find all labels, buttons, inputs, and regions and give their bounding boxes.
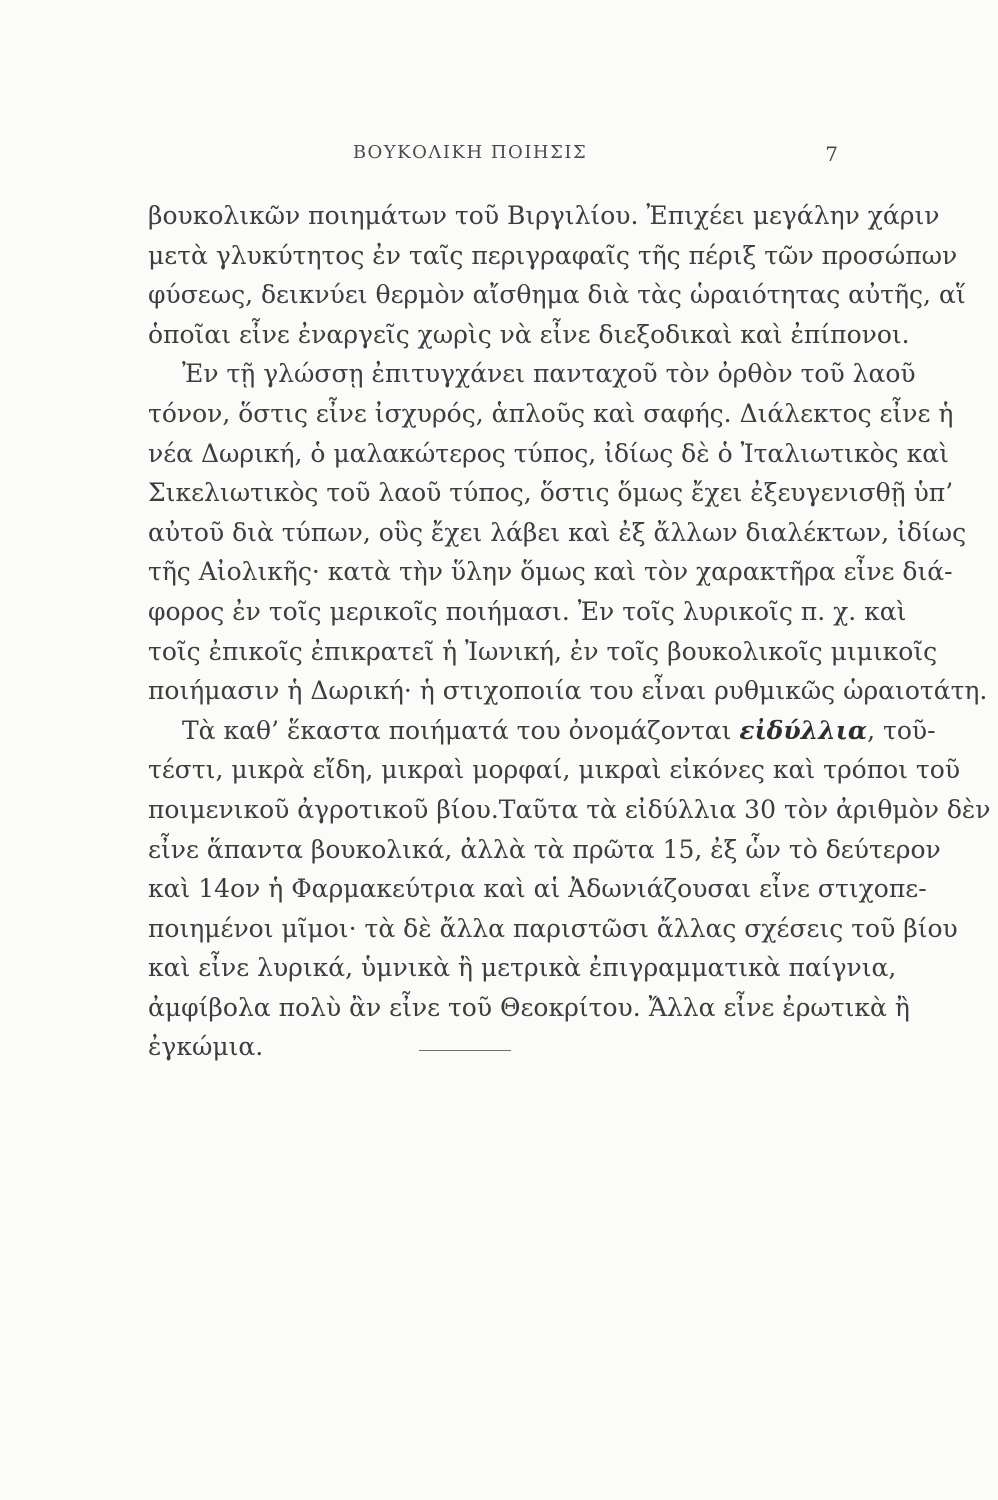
text-run: Τὰ καθ’ ἕκαστα ποιήματά του ὀνομάζονται bbox=[182, 715, 740, 745]
section-divider bbox=[419, 1050, 511, 1051]
text-line: εἶνε ἅπαντα βουκολικά, ἀλλὰ τὰ πρῶτα 15, ἐξ ὧν τὸ δεύτερον bbox=[148, 834, 941, 864]
text-line: αὐτοῦ διὰ τύπων, οὓς ἔχει λάβει καὶ ἐξ ἄλλων διαλέκτων, ἰδίως bbox=[148, 517, 967, 547]
emphasized-term: εἰδύλλια bbox=[739, 715, 868, 745]
text-line: ἀμφίβολα πολὺ ἂν εἶνε τοῦ Θεοκρίτου. Ἄλλα εἶνε ἐρωτικὰ ἢ bbox=[148, 992, 910, 1022]
text-line: νέα Δωρική, ὁ μαλακώτερος τύπος, ἰδίως δὲ ὁ Ἰταλιωτικὸς καὶ bbox=[148, 438, 949, 468]
text-line: ἐγκώμια. bbox=[148, 1032, 264, 1062]
text-line: τόνον, ὅστις εἶνε ἰσχυρός, ἁπλοῦς καὶ σαφής. Διάλεκτος εἶνε ἡ bbox=[148, 398, 954, 428]
text-line: ὁποῖαι εἶνε ἐναργεῖς χωρὶς νὰ εἶνε διεξοδικαὶ καὶ ἐπίπονοι. bbox=[148, 319, 910, 349]
text-line: ποιήμασιν ἡ Δωρική· ἡ στιχοποιία του εἶναι ρυθμικῶς ὡραιοτάτη. bbox=[148, 676, 988, 706]
text-line: ποιημένοι μῖμοι· τὰ δὲ ἄλλα παριστῶσι ἄλλας σχέσεις τοῦ βίου bbox=[148, 913, 958, 943]
running-head-title: ΒΟΥΚΟΛΙΚΗ ΠΟΙΗΣΙΣ bbox=[352, 142, 588, 163]
running-head bbox=[0, 142, 998, 172]
text-line: Ἐν τῇ γλώσσῃ ἐπιτυγχάνει πανταχοῦ τὸν ὀρθὸν τοῦ λαοῦ bbox=[182, 359, 916, 389]
text-line: μετὰ γλυκύτητος ἐν ταῖς περιγραφαῖς τῆς πέριξ τῶν προσώπων bbox=[148, 240, 958, 270]
text-line: φύσεως, δεικνύει θερμὸν αἴσθημα διὰ τὰς ὡραιότητας αὐτῆς, αἵ bbox=[148, 280, 966, 310]
body-text bbox=[148, 196, 991, 1067]
text-line: καὶ εἶνε λυρικά, ὑμνικὰ ἢ μετρικὰ ἐπιγραμματικὰ παίγνια, bbox=[148, 953, 897, 983]
text-line: τῆς Αἰολικῆς· κατὰ τὴν ὕλην ὅμως καὶ τὸν χαρακτῆρα εἶνε διά- bbox=[148, 557, 953, 587]
text-line: ποιμενικοῦ ἀγροτικοῦ βίου.Ταῦτα τὰ εἰδύλλια 30 τὸν ἀριθμὸν δὲν bbox=[148, 794, 991, 824]
text-line: βουκολικῶν ποιημάτων τοῦ Βιργιλίου. Ἐπιχέει μεγάλην χάριν bbox=[148, 201, 940, 230]
text-line: τέστι, μικρὰ εἴδη, μικραὶ μορφαί, μικραὶ εἰκόνες καὶ τρόποι τοῦ bbox=[148, 755, 961, 785]
text-run: , τοῦ- bbox=[867, 715, 936, 745]
text-line: καὶ 14ον ἡ Φαρμακεύτρια καὶ αἱ Ἀδωνιάζουσαι εἶνε στιχοπε- bbox=[148, 874, 927, 904]
paragraph-3 bbox=[148, 711, 991, 1067]
text-line bbox=[148, 711, 936, 751]
page-number: 7 bbox=[825, 142, 838, 166]
text-line: φορος ἐν τοῖς μερικοῖς ποιήμασι. Ἐν τοῖς λυρικοῖς π. χ. καὶ bbox=[148, 596, 907, 626]
text-line: τοῖς ἐπικοῖς ἐπικρατεῖ ἡ Ἰωνική, ἐν τοῖς βουκολικοῖς μιμικοῖς bbox=[148, 636, 938, 666]
paragraph-2 bbox=[148, 354, 988, 710]
text-line: Σικελιωτικὸς τοῦ λαοῦ τύπος, ὅστις ὅμως ἔχει ἐξευγενισθῇ ὑπ’ bbox=[148, 478, 954, 508]
paragraph-1 bbox=[148, 196, 966, 354]
